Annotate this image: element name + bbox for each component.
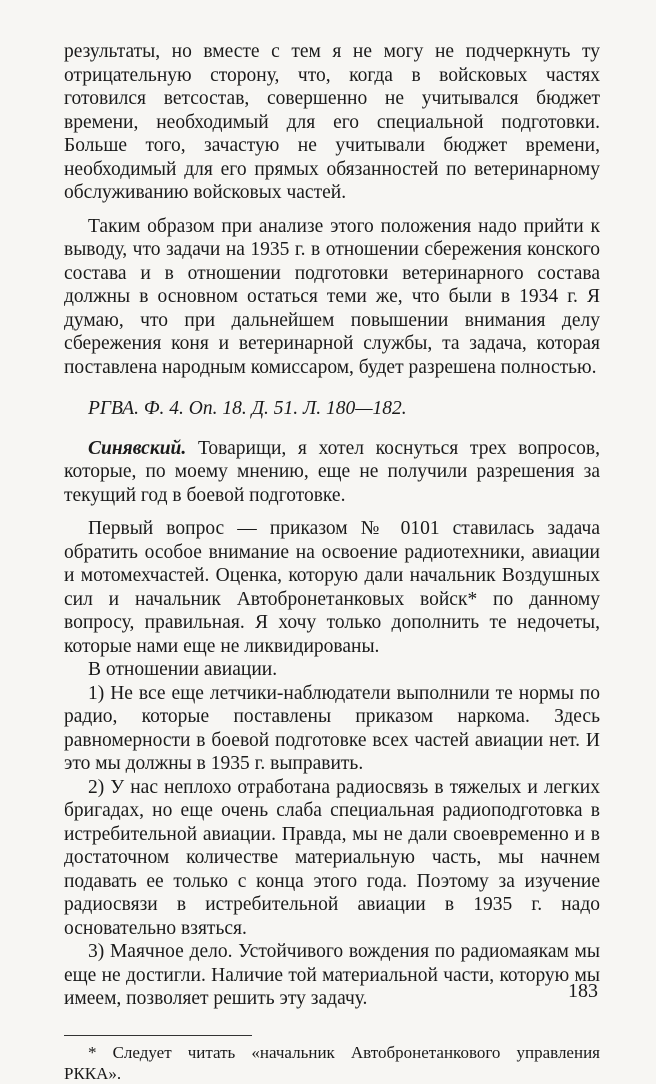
- speech-intro: [64, 437, 600, 508]
- archive-reference: РГВА. Ф. 4. Оп. 18. Д. 51. Л. 180—182.: [88, 398, 407, 419]
- paragraph-2: Таким образом при анализе этого положения надо прийти к выводу, что задачи на 1935 г. в отношении сбережения конского состава и в отношении подготовки ветеринарного состава должны в основном остаться теми же, что были в 1934 г. Я думаю, что при дальнейшем повышении внимания делу сбережения коня и ветеринарной службы, та задача, которая поставлена народным комиссаром, будет разрешена полностью.: [64, 215, 600, 378]
- footnote-divider: [64, 1035, 252, 1036]
- paragraph-1: результаты, но вместе с тем я не могу не подчеркнуть ту отрицательную сторону, что, когда в войсковых частях готовился ветсостав, совершенно не учитывался бюджет времени, необходимый для его специальной подготовки. Больше того, зачастую не учитывали бюджет времени, необходимый для его прямых обязанностей по ветеринарному обслуживанию войсковых частей.: [64, 41, 600, 203]
- point-2: 2) У нас неплохо отработана радиосвязь в тяжелых и легких бригадах, но еще очень слаба специальная радиоподготовка в истребительной авиации. Правда, мы не дали своевременно и в достаточном количестве материальную часть, мы начнем подавать ее только с конца этого года. Поэтому за изучение радиосвязи в истребительной авиации в 1935 г. надо основательно взяться.: [64, 776, 600, 939]
- footnote: * Следует читать «начальник Автобронетанкового управления РККА».: [64, 1042, 600, 1083]
- page-number: 183: [568, 980, 598, 1002]
- paragraph-first-question: Первый вопрос — приказом № 0101 ставилась задача обратить особое внимание на освоение радиотехники, авиации и мотомехчастей. Оценка, которую дали начальник Воздушных сил и начальник Автобронетанковых войск* по данному вопросу, правильная. Я хочу только дополнить те недочеты, которые нами еще не ликвидированы.: [64, 518, 600, 657]
- point-3: 3) Маячное дело. Устойчивого вождения по радиомаякам мы еще не достигли. Наличие той материальной части, которую мы имеем, позволяет решить эту задачу.: [64, 941, 600, 1009]
- speaker-name: Синявский.: [88, 437, 187, 459]
- point-1: 1) Не все еще летчики-наблюдатели выполнили те нормы по радио, которые поставлены приказом наркома. Здесь равномерности в боевой подготовке всех частей авиации нет. И это мы должны в 1935 г. выправить.: [64, 682, 600, 774]
- paragraph-aviation: В отношении авиации.: [88, 659, 278, 680]
- speech-intro-text: Товарищи, я хотел коснуться трех вопросов, которые, по моему мнению, еще не получили разрешения за текущий год в боевой подготовке.: [64, 437, 600, 506]
